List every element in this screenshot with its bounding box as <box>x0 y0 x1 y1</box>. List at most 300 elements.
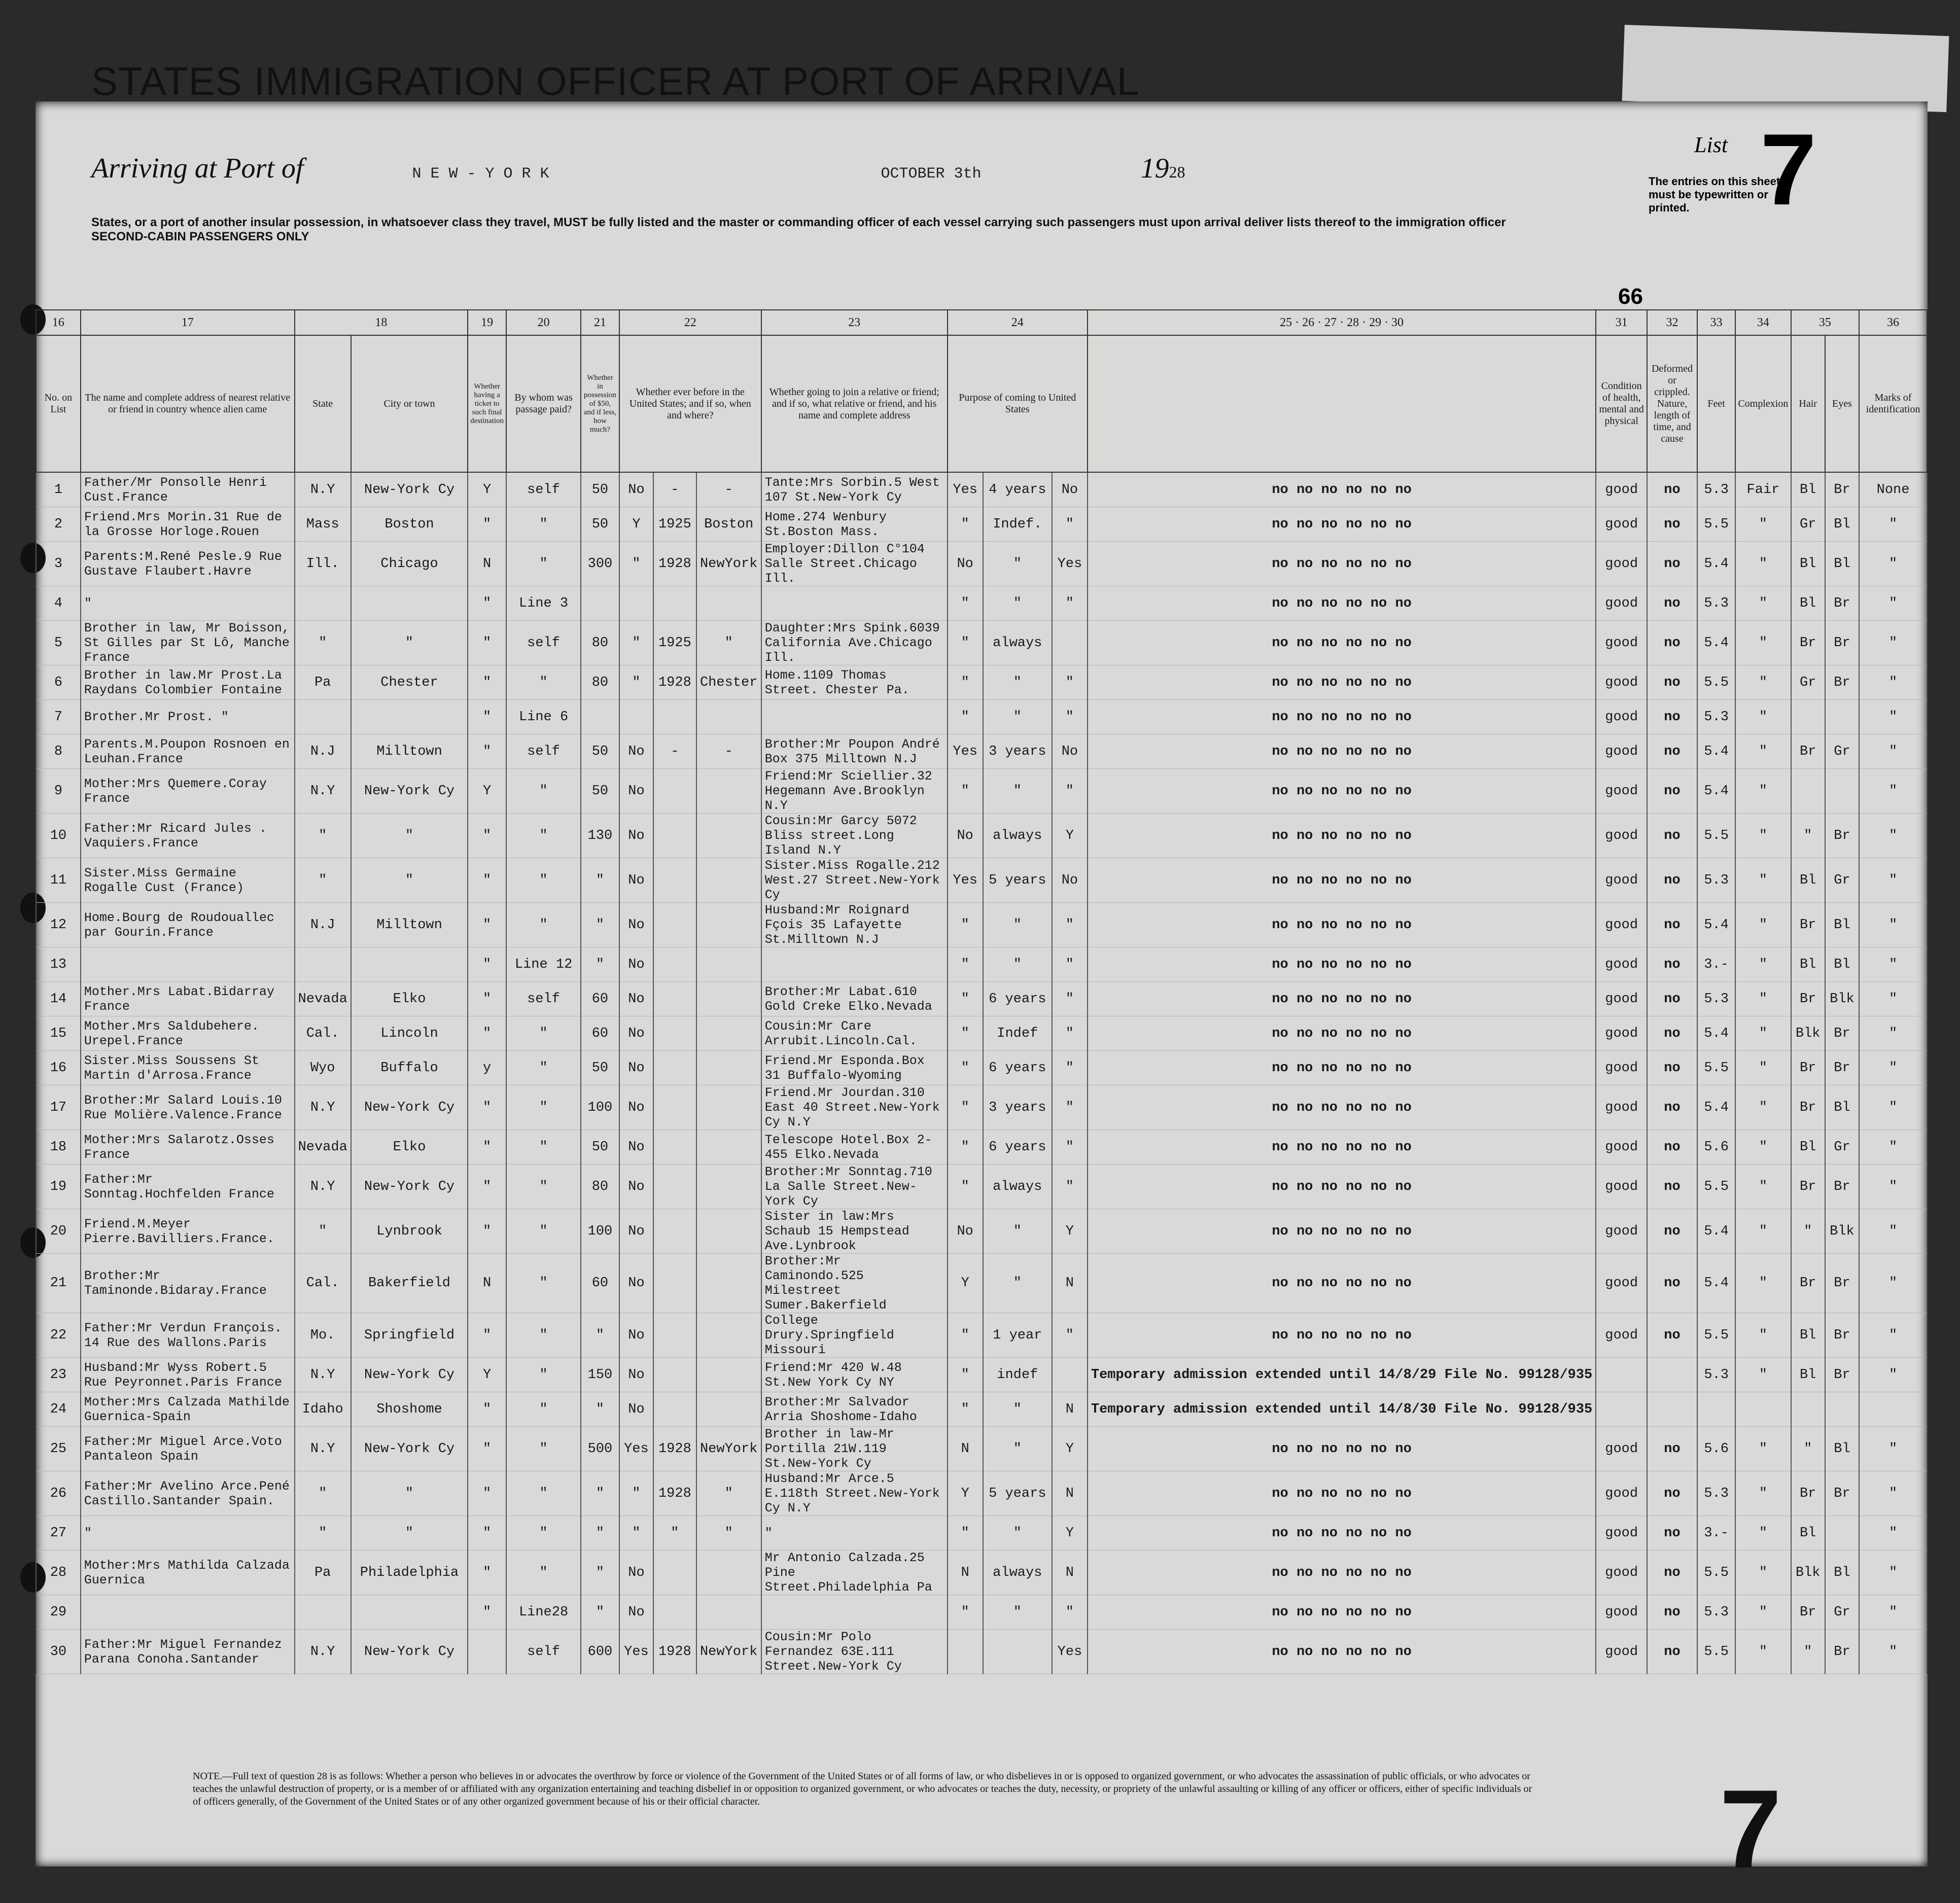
cell-rel: Sister.Miss Germaine Rogalle Cust (France) <box>81 858 295 903</box>
cell-n: 8 <box>36 734 81 769</box>
cell-tk: " <box>468 1427 506 1471</box>
cell-p1: No <box>948 814 983 858</box>
cell-cx: " <box>1735 1130 1791 1165</box>
cell-hl: good <box>1596 1085 1647 1130</box>
cell-mo: " <box>581 1392 619 1427</box>
cell-n: 21 <box>36 1254 81 1313</box>
cell-hl: good <box>1596 1516 1647 1550</box>
cell-p1: " <box>948 1392 983 1427</box>
table-row <box>36 1392 1927 1427</box>
cell-pd: " <box>506 542 581 586</box>
cell-join <box>761 947 948 982</box>
table-row <box>36 1209 1927 1254</box>
table-row <box>36 1630 1927 1674</box>
cell-p1: " <box>948 1516 983 1550</box>
cell-p2: 6 years <box>983 1051 1052 1085</box>
cell-p1: " <box>948 903 983 947</box>
cell-df <box>1647 1358 1697 1392</box>
cell-bf: No <box>619 472 653 507</box>
cell-n: 17 <box>36 1085 81 1130</box>
cell-df: no <box>1647 507 1697 542</box>
cell-mk: " <box>1859 700 1927 734</box>
cell-hl: good <box>1596 586 1647 621</box>
cell-mo: 80 <box>581 1165 619 1209</box>
table-row <box>36 734 1927 769</box>
cell-hl: good <box>1596 472 1647 507</box>
cell-join: Cousin:Mr Care Arrubit.Lincoln.Cal. <box>761 1016 948 1051</box>
cell-bf: No <box>619 947 653 982</box>
cell-p1: " <box>948 1358 983 1392</box>
cell-ey: Bl <box>1825 507 1859 542</box>
cell-wh <box>696 858 761 903</box>
cell-ey: Blk <box>1825 1209 1859 1254</box>
cell-bf: " <box>619 621 653 665</box>
header-instructions: States, or a port of another insular possession, in whatsoever class they travel, MUST be fully listed and the master or commanding officer of each vessel carrying such passengers must upon arrival deliver lists thereof to the immigration officer <box>91 216 1506 229</box>
cell-hl: good <box>1596 814 1647 858</box>
cell-df: no <box>1647 769 1697 814</box>
cell-pd: " <box>506 769 581 814</box>
cell-mk: " <box>1859 734 1927 769</box>
cell-q: no no no no no no <box>1088 1550 1596 1595</box>
cell-n: 5 <box>36 621 81 665</box>
cell-hl: good <box>1596 1550 1647 1595</box>
cell-join <box>761 586 948 621</box>
cell-yr <box>653 814 696 858</box>
cell-join: Cousin:Mr Polo Fernandez 63E.111 Street.New-York Cy <box>761 1630 948 1674</box>
cell-join <box>761 700 948 734</box>
cell-q: no no no no no no <box>1088 1209 1596 1254</box>
table-row <box>36 621 1927 665</box>
cell-tk: " <box>468 1550 506 1595</box>
cell-tk: " <box>468 947 506 982</box>
cell-hl: good <box>1596 1254 1647 1313</box>
cell-mo: 50 <box>581 769 619 814</box>
cell-mo: " <box>581 858 619 903</box>
port-name: N E W - Y O R K <box>412 165 549 183</box>
header-state: State <box>295 335 351 472</box>
cell-city: Elko <box>351 982 468 1016</box>
cell-p2: Indef. <box>983 507 1052 542</box>
cell-mk: " <box>1859 769 1927 814</box>
cell-ht: 5.3 <box>1697 700 1735 734</box>
cell-city: Boston <box>351 507 468 542</box>
cell-bf: No <box>619 1130 653 1165</box>
cell-p2 <box>983 1630 1052 1674</box>
cell-tk: N <box>468 1254 506 1313</box>
cell-p3: Y <box>1052 1209 1088 1254</box>
cell-join: Employer:Dillon C°104 Salle Street.Chicago Ill. <box>761 542 948 586</box>
cell-pd: self <box>506 621 581 665</box>
colnum: 23 <box>761 310 948 335</box>
cell-rel: Sister.Miss Soussens St Martin d'Arrosa.France <box>81 1051 295 1085</box>
cell-yr <box>653 1016 696 1051</box>
cell-p1: " <box>948 586 983 621</box>
cell-city <box>351 586 468 621</box>
cell-n: 22 <box>36 1313 81 1358</box>
cell-wh: NewYork <box>696 1630 761 1674</box>
cell-ht: 5.6 <box>1697 1130 1735 1165</box>
table-row <box>36 507 1927 542</box>
cell-yr <box>653 1550 696 1595</box>
cell-df: no <box>1647 1016 1697 1051</box>
cell-df: no <box>1647 1427 1697 1471</box>
table-row <box>36 769 1927 814</box>
cell-mo: 300 <box>581 542 619 586</box>
colnum: 25 · 26 · 27 · 28 · 29 · 30 <box>1088 310 1596 335</box>
cell-tk: " <box>468 1471 506 1516</box>
cell-hl: good <box>1596 1016 1647 1051</box>
cell-df: no <box>1647 621 1697 665</box>
cell-st <box>295 1595 351 1630</box>
cell-st: N.Y <box>295 1165 351 1209</box>
cell-ey: Br <box>1825 665 1859 700</box>
cell-pd: " <box>506 1427 581 1471</box>
cell-p1: N <box>948 1427 983 1471</box>
cell-rel: Mother:Mrs Calzada Mathilde Guernica-Spain <box>81 1392 295 1427</box>
cell-ey: Blk <box>1825 982 1859 1016</box>
cell-q: no no no no no no <box>1088 947 1596 982</box>
cell-rel: Mother.Mrs Labat.Bidarray France <box>81 982 295 1016</box>
cell-q: no no no no no no <box>1088 1254 1596 1313</box>
cell-p1: " <box>948 1313 983 1358</box>
cell-yr <box>653 700 696 734</box>
cell-cx: " <box>1735 700 1791 734</box>
cell-cx: " <box>1735 542 1791 586</box>
cell-city: Milltown <box>351 734 468 769</box>
cell-mk: " <box>1859 542 1927 586</box>
cell-q: no no no no no no <box>1088 1427 1596 1471</box>
cell-n: 19 <box>36 1165 81 1209</box>
colnum: 19 <box>468 310 506 335</box>
cell-cx <box>1735 1392 1791 1427</box>
cell-tk: " <box>468 1085 506 1130</box>
cell-city: Springfield <box>351 1313 468 1358</box>
cell-st: Wyo <box>295 1051 351 1085</box>
cell-city: " <box>351 858 468 903</box>
cell-mk: " <box>1859 982 1927 1016</box>
cell-hl: good <box>1596 769 1647 814</box>
cell-wh <box>696 947 761 982</box>
cell-mk: " <box>1859 1471 1927 1516</box>
cell-mk: " <box>1859 665 1927 700</box>
cell-st: Nevada <box>295 1130 351 1165</box>
cell-pd: Line 6 <box>506 700 581 734</box>
cell-ht: 5.5 <box>1697 1550 1735 1595</box>
cell-p2: " <box>983 1516 1052 1550</box>
cell-ht: 5.3 <box>1697 472 1735 507</box>
cell-p2: 5 years <box>983 1471 1052 1516</box>
cell-ey <box>1825 1392 1859 1427</box>
cell-tk: " <box>468 586 506 621</box>
cell-p2: 3 years <box>983 1085 1052 1130</box>
cell-df: no <box>1647 1313 1697 1358</box>
cell-bf: Yes <box>619 1427 653 1471</box>
cell-p1: Yes <box>948 472 983 507</box>
cell-mo: " <box>581 1471 619 1516</box>
cell-mk: " <box>1859 1130 1927 1165</box>
cell-q: no no no no no no <box>1088 814 1596 858</box>
table-row <box>36 1085 1927 1130</box>
cell-rel: Mother:Mrs Mathilda Calzada Guernica <box>81 1550 295 1595</box>
cell-wh <box>696 769 761 814</box>
cell-join: Friend:Mr 420 W.48 St.New York Cy NY <box>761 1358 948 1392</box>
cell-p1: " <box>948 1085 983 1130</box>
cell-q: no no no no no no <box>1088 665 1596 700</box>
cell-hr: Br <box>1791 1471 1825 1516</box>
cell-df: no <box>1647 586 1697 621</box>
cell-hr: Gr <box>1791 665 1825 700</box>
header-money: Whether in possession of $50, and if less, how much? <box>581 335 619 472</box>
cell-yr <box>653 947 696 982</box>
cell-hr: Br <box>1791 1051 1825 1085</box>
table-row <box>36 542 1927 586</box>
cell-p3: No <box>1052 734 1088 769</box>
cell-ey: Bl <box>1825 1427 1859 1471</box>
cell-st: Ill. <box>295 542 351 586</box>
table-row <box>36 1130 1927 1165</box>
cell-cx: " <box>1735 1471 1791 1516</box>
cell-hr: " <box>1791 1209 1825 1254</box>
cell-p2: " <box>983 700 1052 734</box>
cell-hr: Blk <box>1791 1016 1825 1051</box>
cell-mk: " <box>1859 1358 1927 1392</box>
cell-pd: " <box>506 858 581 903</box>
cell-rel: Brother in law, Mr Boisson, St Gilles par St Lô, Manche France <box>81 621 295 665</box>
cell-mk: " <box>1859 1550 1927 1595</box>
cell-wh: " <box>696 621 761 665</box>
cell-rel: Brother.Mr Prost. " <box>81 700 295 734</box>
cell-city: " <box>351 814 468 858</box>
cell-n: 29 <box>36 1595 81 1630</box>
cell-n: 7 <box>36 700 81 734</box>
cell-cx: " <box>1735 858 1791 903</box>
cell-q: Temporary admission extended until 14/8/30 File No. 99128/935 <box>1088 1392 1596 1427</box>
cell-st <box>295 586 351 621</box>
cell-ht: 5.4 <box>1697 769 1735 814</box>
cell-st: " <box>295 814 351 858</box>
header-purpose: Purpose of coming to United States <box>948 335 1088 472</box>
cell-mo <box>581 586 619 621</box>
cell-st: N.Y <box>295 1427 351 1471</box>
cell-n: 13 <box>36 947 81 982</box>
cell-pd: " <box>506 1165 581 1209</box>
cell-p1: " <box>948 982 983 1016</box>
cell-bf: No <box>619 1165 653 1209</box>
table-row <box>36 472 1927 507</box>
cell-st: Cal. <box>295 1254 351 1313</box>
cell-hl: good <box>1596 1471 1647 1516</box>
cell-st: N.Y <box>295 472 351 507</box>
cell-city: New-York Cy <box>351 1630 468 1674</box>
cell-city: Chicago <box>351 542 468 586</box>
cell-pd: " <box>506 1254 581 1313</box>
cell-tk <box>468 1630 506 1674</box>
cell-bf: No <box>619 1051 653 1085</box>
cell-hr <box>1791 700 1825 734</box>
cell-tk: " <box>468 1595 506 1630</box>
cell-ht: 3.- <box>1697 1516 1735 1550</box>
cell-bf <box>619 700 653 734</box>
header-deformed: Deformed or crippled. Nature, length of time, and cause <box>1647 335 1697 472</box>
cell-rel: Father:Mr Miguel Fernandez Parana Conoha.Santander <box>81 1630 295 1674</box>
cell-cx: " <box>1735 1427 1791 1471</box>
cell-st: Mo. <box>295 1313 351 1358</box>
cell-bf: Y <box>619 507 653 542</box>
cell-q: no no no no no no <box>1088 1051 1596 1085</box>
header-hair: Hair <box>1791 335 1825 472</box>
cell-join: Brother:Mr Caminondo.525 Milestreet Sumer.Bakerfield <box>761 1254 948 1313</box>
cell-hr: Bl <box>1791 1313 1825 1358</box>
cell-n: 15 <box>36 1016 81 1051</box>
cell-tk: " <box>468 1165 506 1209</box>
cell-pd: self <box>506 734 581 769</box>
cell-wh <box>696 1016 761 1051</box>
cell-p3: " <box>1052 1016 1088 1051</box>
cell-rel: Parents.M.Poupon Rosnoen en Leuhan.France <box>81 734 295 769</box>
cell-df <box>1647 1392 1697 1427</box>
cell-join: Friend:Mr Sciellier.32 Hegemann Ave.Brooklyn N.Y <box>761 769 948 814</box>
cell-q: no no no no no no <box>1088 1313 1596 1358</box>
cell-wh <box>696 1595 761 1630</box>
cell-p3: " <box>1052 1130 1088 1165</box>
cell-p3: N <box>1052 1550 1088 1595</box>
cell-n: 14 <box>36 982 81 1016</box>
cell-p1: Yes <box>948 858 983 903</box>
cell-yr <box>653 1165 696 1209</box>
cell-pd: self <box>506 1630 581 1674</box>
cell-hl: good <box>1596 1313 1647 1358</box>
cell-n: 26 <box>36 1471 81 1516</box>
cell-mo: 130 <box>581 814 619 858</box>
cell-wh <box>696 1130 761 1165</box>
cell-pd: " <box>506 507 581 542</box>
cell-p2: " <box>983 665 1052 700</box>
cell-cx: " <box>1735 1085 1791 1130</box>
cell-city <box>351 1595 468 1630</box>
cell-ht: 5.4 <box>1697 1209 1735 1254</box>
cell-hr: Br <box>1791 1165 1825 1209</box>
cell-mo: 100 <box>581 1209 619 1254</box>
cell-p3 <box>1052 1358 1088 1392</box>
column-header-row <box>36 335 1927 472</box>
cell-q: no no no no no no <box>1088 734 1596 769</box>
cell-city: Shoshome <box>351 1392 468 1427</box>
cell-mo: 60 <box>581 982 619 1016</box>
colnum: 22 <box>619 310 761 335</box>
manifest-rows <box>36 472 1927 1674</box>
colnum: 36 <box>1859 310 1927 335</box>
cell-p2: " <box>983 1427 1052 1471</box>
cell-tk: " <box>468 1016 506 1051</box>
cell-p2: 4 years <box>983 472 1052 507</box>
cell-mo: " <box>581 903 619 947</box>
cell-hl: good <box>1596 1595 1647 1630</box>
cell-cx: " <box>1735 1358 1791 1392</box>
cell-hl: good <box>1596 1051 1647 1085</box>
cell-yr <box>653 1130 696 1165</box>
manifest-table <box>36 309 1928 1674</box>
cell-cx: " <box>1735 947 1791 982</box>
cell-q: no no no no no no <box>1088 621 1596 665</box>
cell-q: no no no no no no <box>1088 982 1596 1016</box>
cell-q: no no no no no no <box>1088 1130 1596 1165</box>
cell-city <box>351 947 468 982</box>
cell-pd: self <box>506 982 581 1016</box>
cell-ht: 5.4 <box>1697 734 1735 769</box>
cell-df: no <box>1647 814 1697 858</box>
cell-p3: Yes <box>1052 1630 1088 1674</box>
cell-city: New-York Cy <box>351 1358 468 1392</box>
cell-rel: Husband:Mr Wyss Robert.5 Rue Peyronnet.Paris France <box>81 1358 295 1392</box>
cell-yr <box>653 1313 696 1358</box>
cell-ht: 5.4 <box>1697 621 1735 665</box>
cell-hr: " <box>1791 1630 1825 1674</box>
cell-hr <box>1791 769 1825 814</box>
cell-yr <box>653 1254 696 1313</box>
cell-bf: No <box>619 1392 653 1427</box>
table-row <box>36 858 1927 903</box>
cell-df: no <box>1647 1209 1697 1254</box>
cell-wh <box>696 1254 761 1313</box>
cell-cx: " <box>1735 769 1791 814</box>
header-height: Feet <box>1697 335 1735 472</box>
cell-q: no no no no no no <box>1088 1595 1596 1630</box>
cell-n: 11 <box>36 858 81 903</box>
cell-mk: " <box>1859 814 1927 858</box>
cell-pd: " <box>506 1516 581 1550</box>
cell-n: 4 <box>36 586 81 621</box>
sheet-number: 66 <box>1618 284 1643 309</box>
cell-tk: Y <box>468 769 506 814</box>
cell-hl: good <box>1596 665 1647 700</box>
cell-df: no <box>1647 1130 1697 1165</box>
cell-p2: " <box>983 1254 1052 1313</box>
second-cabin-label: SECOND-CABIN PASSENGERS ONLY <box>91 230 309 243</box>
cell-df: no <box>1647 1051 1697 1085</box>
cell-q: no no no no no no <box>1088 858 1596 903</box>
cell-hr: Bl <box>1791 1516 1825 1550</box>
cell-p1: " <box>948 700 983 734</box>
cell-pd: " <box>506 814 581 858</box>
cell-ht: 5.4 <box>1697 1254 1735 1313</box>
cell-p3: N <box>1052 1254 1088 1313</box>
cell-pd: " <box>506 1130 581 1165</box>
cell-bf <box>619 586 653 621</box>
cell-join: Brother:Mr Sonntag.710 La Salle Street.New-York Cy <box>761 1165 948 1209</box>
cell-rel: Mother:Mrs Quemere.Coray France <box>81 769 295 814</box>
cell-rel: Brother in law.Mr Prost.La Raydans Colombier Fontaine <box>81 665 295 700</box>
cell-wh <box>696 1392 761 1427</box>
colnum: 35 <box>1791 310 1860 335</box>
cell-df: no <box>1647 982 1697 1016</box>
table-row <box>36 947 1927 982</box>
cell-rel <box>81 947 295 982</box>
cell-hr: Bl <box>1791 947 1825 982</box>
cell-hr: Br <box>1791 1254 1825 1313</box>
cell-hr: Gr <box>1791 507 1825 542</box>
cell-mo: 50 <box>581 734 619 769</box>
header-join: Whether going to join a relative or friend; and if so, what relative or friend, and his name and complete address <box>761 335 948 472</box>
cell-p1: " <box>948 769 983 814</box>
cell-hr: Bl <box>1791 1358 1825 1392</box>
cell-rel: Father/Mr Ponsolle Henri Cust.France <box>81 472 295 507</box>
cell-hl: good <box>1596 621 1647 665</box>
cell-yr <box>653 1392 696 1427</box>
list-number: 7 <box>1760 113 1817 226</box>
cell-ht: 5.5 <box>1697 814 1735 858</box>
cell-p3: " <box>1052 769 1088 814</box>
table-row <box>36 586 1927 621</box>
